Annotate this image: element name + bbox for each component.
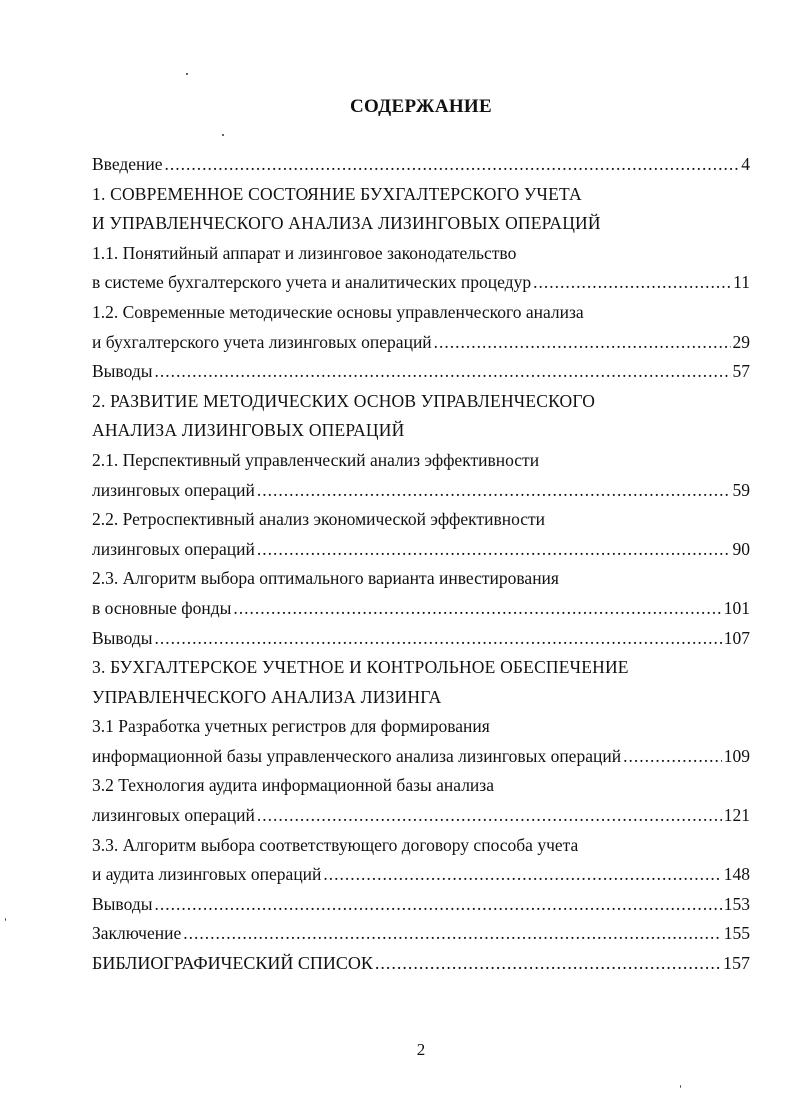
toc-entry-text: в основные фонды	[92, 597, 232, 618]
toc-entry	[92, 387, 750, 417]
toc-entry-text: 1.1. Понятийный аппарат и лизинговое законодательство	[92, 242, 517, 263]
toc-entry-text: 3.3. Алгоритм выбора соответствующего договору способа учета	[92, 834, 579, 855]
toc-dot-leader	[154, 357, 730, 387]
toc-entry-text: и аудита лизинговых операций	[92, 864, 322, 885]
toc-entry-text: УПРАВЛЕНЧЕСКОГО АНАЛИЗА ЛИЗИНГА	[92, 686, 442, 707]
toc-entry	[92, 860, 750, 890]
toc-dot-leader	[434, 328, 731, 358]
toc-entry	[92, 416, 750, 446]
toc-entry-text: АНАЛИЗА ЛИЗИНГОВЫХ ОПЕРАЦИЙ	[92, 420, 405, 441]
toc-entry-page: 29	[732, 331, 750, 352]
toc-entry-text: и бухгалтерского учета лизинговых операций	[92, 331, 432, 352]
toc-dot-leader	[257, 535, 731, 565]
toc-entry-page: 148	[723, 864, 750, 885]
toc-entry	[92, 298, 750, 328]
toc-entry-text: 3. БУХГАЛТЕРСКОЕ УЧЕТНОЕ И КОНТРОЛЬНОЕ ОБЕСПЕЧЕНИЕ	[92, 657, 629, 678]
toc-entry-text: Выводы	[92, 893, 153, 914]
page-number: 2	[416, 1040, 426, 1059]
toc-entry	[92, 328, 750, 358]
scan-speck	[186, 73, 188, 75]
toc-entry-text: лизинговых операций	[92, 538, 255, 559]
toc-entry-page: 107	[723, 627, 750, 648]
toc-dot-leader	[323, 860, 721, 890]
toc-entry	[92, 653, 750, 683]
table-of-contents	[92, 150, 750, 979]
toc-entry-text: И УПРАВЛЕНЧЕСКОГО АНАЛИЗА ЛИЗИНГОВЫХ ОПЕРАЦИЙ	[92, 213, 601, 234]
toc-entry-text: лизинговых операций	[92, 479, 255, 500]
toc-entry	[92, 742, 750, 772]
toc-dot-leader	[257, 801, 722, 831]
toc-entry	[92, 564, 750, 594]
toc-entry	[92, 594, 750, 624]
toc-entry-text: БИБЛИОГРАФИЧЕСКИЙ СПИСОК	[92, 953, 373, 974]
toc-entry	[92, 890, 750, 920]
toc-entry	[92, 712, 750, 742]
toc-entry	[92, 919, 750, 949]
toc-entry-text: Выводы	[92, 627, 153, 648]
toc-entry-text: 2.2. Ретроспективный анализ экономической эффективности	[92, 509, 546, 530]
toc-entry	[92, 209, 750, 239]
toc-entry-page: 4	[741, 154, 750, 174]
toc-entry	[92, 476, 750, 506]
scan-speck	[5, 918, 6, 921]
toc-entry-text: информационной базы управленческого анализа лизинговых операций	[92, 745, 622, 766]
toc-dot-leader	[623, 742, 722, 772]
toc-entry-page: 109	[723, 745, 750, 766]
toc-dot-leader	[154, 890, 721, 920]
toc-entry-text: 2. РАЗВИТИЕ МЕТОДИЧЕСКИХ ОСНОВ УПРАВЛЕНЧЕСКОГО	[92, 390, 596, 411]
toc-entry-text: лизинговых операций	[92, 805, 255, 826]
toc-entry-text: Заключение	[92, 923, 182, 944]
toc-entry	[92, 949, 750, 979]
toc-dot-leader	[533, 268, 731, 298]
toc-entry-text: 2.1. Перспективный управленческий анализ эффективности	[92, 449, 540, 470]
toc-entry-text: 2.3. Алгоритм выбора оптимального варианта инвестирования	[92, 568, 559, 589]
toc-entry	[92, 268, 750, 298]
toc-entry-text: 1. СОВРЕМЕННОЕ СОСТОЯНИЕ БУХГАЛТЕРСКОГО УЧЕТА	[92, 183, 582, 204]
toc-entry	[92, 683, 750, 713]
toc-dot-leader	[257, 476, 731, 506]
toc-entry-page: 90	[732, 538, 750, 559]
toc-dot-leader	[183, 919, 722, 949]
toc-entry-page: 57	[732, 361, 750, 382]
toc-entry-page: 153	[723, 893, 750, 914]
toc-entry	[92, 180, 750, 210]
toc-entry	[92, 801, 750, 831]
toc-entry-page: 121	[723, 805, 750, 826]
toc-entry	[92, 150, 750, 180]
toc-entry-page: 11	[733, 272, 750, 293]
toc-dot-leader	[375, 949, 721, 979]
toc-entry-page: 59	[732, 479, 750, 500]
toc-entry	[92, 446, 750, 476]
toc-entry-page: 157	[723, 953, 750, 974]
toc-entry-text: 3.2 Технология аудита информационной базы анализа	[92, 775, 494, 796]
toc-entry-page: 155	[723, 923, 750, 944]
toc-dot-leader	[165, 150, 740, 180]
toc-entry-text: 3.1 Разработка учетных регистров для формирования	[92, 716, 490, 737]
toc-entry	[92, 239, 750, 269]
toc-entry	[92, 505, 750, 535]
toc-entry-text: Выводы	[92, 361, 153, 382]
toc-entry	[92, 771, 750, 801]
toc-dot-leader	[233, 594, 721, 624]
scan-speck	[222, 134, 224, 136]
toc-dot-leader	[154, 624, 721, 654]
toc-entry-text: Введение	[92, 154, 163, 174]
toc-entry	[92, 831, 750, 861]
toc-entry-text: в системе бухгалтерского учета и аналитических процедур	[92, 272, 532, 293]
toc-entry	[92, 535, 750, 565]
page-title: СОДЕРЖАНИЕ	[350, 96, 492, 117]
toc-entry	[92, 624, 750, 654]
toc-entry-text: 1.2. Современные методические основы управленческого анализа	[92, 301, 584, 322]
toc-entry	[92, 357, 750, 387]
toc-entry-page: 101	[723, 597, 750, 618]
scan-speck	[680, 1085, 681, 1088]
